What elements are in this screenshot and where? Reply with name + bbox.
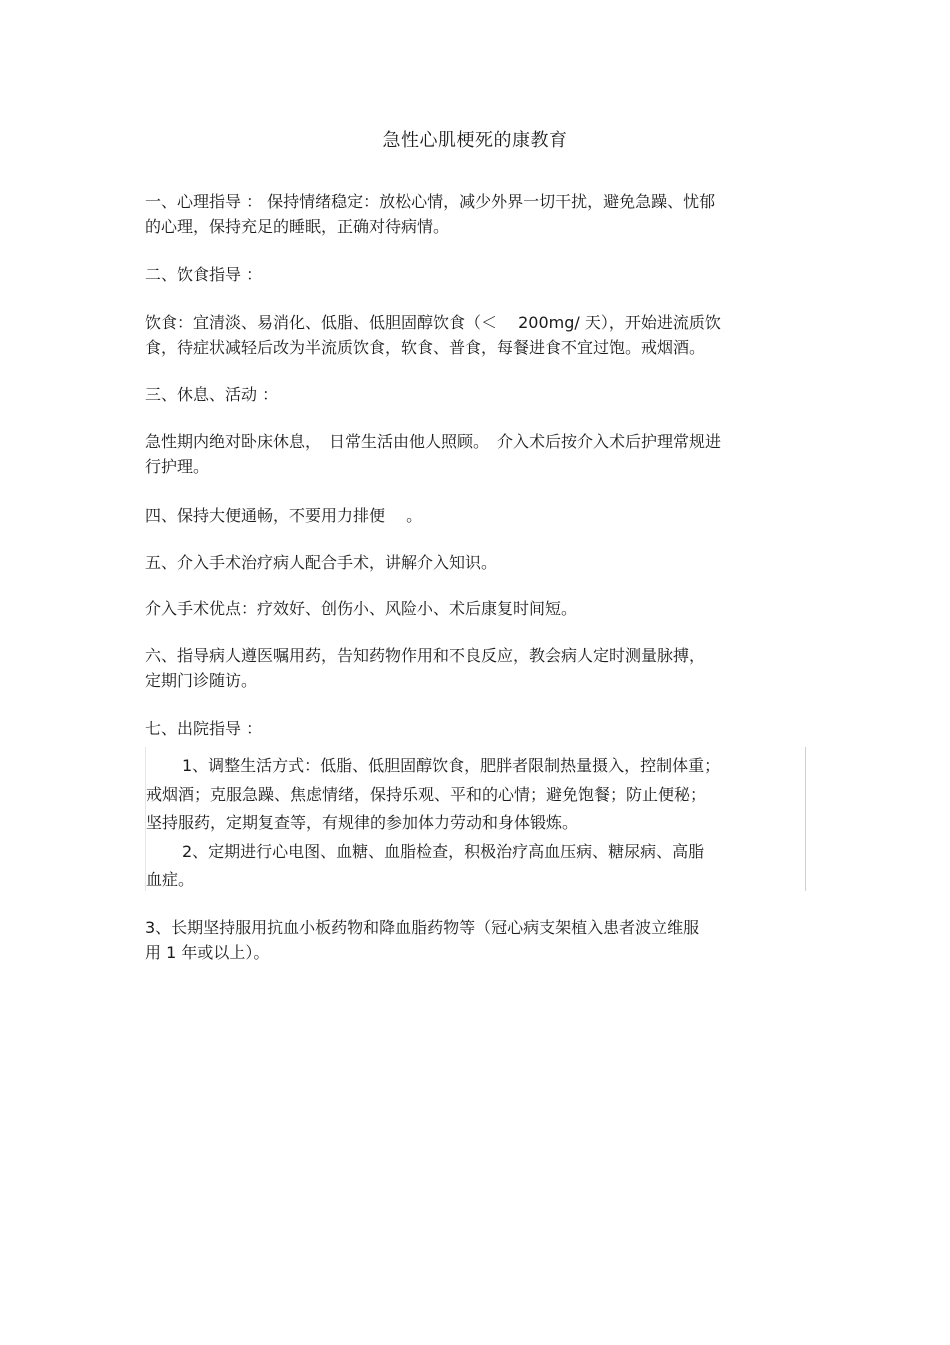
paragraph-line: 的心理，保持充足的睡眠，正确对待病情。	[145, 217, 450, 236]
paragraph-line: 用 1 年或以上）。	[145, 943, 270, 962]
paragraph-line: 行护理。	[145, 457, 210, 476]
paragraph-line: 六、指导病人遵医嘱用药，告知药物作用和不良反应，教会病人定时测量脉搏，	[145, 646, 706, 665]
section-diet-heading: 二、饮食指导 ：	[145, 265, 263, 284]
section-interventional-surgery: 五、介入手术治疗病人配合手术，讲解介入知识。	[145, 553, 498, 572]
discharge-item-1-line: 坚持服药，定期复查等，有规律的参加体力劳动和身体锻炼。	[146, 813, 579, 832]
paragraph-line: 定期门诊随访。	[145, 671, 258, 690]
section-diet-body	[145, 310, 805, 360]
discharge-item-2-line: 2、定期进行心电图、血糖、血脂检查，积极治疗高血压病、糖尿病、高脂	[182, 841, 705, 861]
section-psychological-guidance	[145, 189, 805, 239]
discharge-item-2-line: 血症。	[146, 870, 195, 889]
discharge-item-1-line: 戒烟酒；克服急躁、焦虑情绪，保持乐观、平和的心情；避免饱餐；防止便秘；	[146, 784, 707, 804]
section-surgery-advantages: 介入手术优点：疗效好、创伤小、风险小、术后康复时间短。	[145, 599, 578, 618]
section-discharge-heading: 七、出院指导 ：	[145, 719, 263, 738]
section-rest-heading: 三、休息、活动 ：	[145, 385, 279, 404]
section-medication	[145, 643, 805, 693]
section-bowel: 四、保持大便通畅，不要用力排便 。	[145, 506, 423, 525]
discharge-items	[146, 752, 720, 895]
paragraph-line: 一、心理指导 ： 保持情绪稳定：放松心情，减少外界一切干扰，避免急躁、忧郁	[145, 192, 716, 211]
discharge-items-box	[145, 747, 806, 891]
paragraph-line: 饮食：宜清淡、易消化、低脂、低胆固醇饮食（＜ 200mg/ 天），开始进流质饮	[145, 313, 721, 332]
discharge-item-3	[145, 915, 805, 965]
paragraph-line: 3、长期坚持服用抗血小板药物和降血脂药物等（冠心病支架植入患者波立维服	[145, 918, 700, 937]
paragraph-line: 食，待症状减轻后改为半流质饮食，软食、普食，每餐进食不宜过饱。戒烟酒。	[145, 338, 706, 357]
discharge-item-1-line: 1、调整生活方式：低脂、低胆固醇饮食，肥胖者限制热量摄入，控制体重；	[182, 756, 721, 775]
section-rest-body	[145, 429, 805, 479]
document-title: 急性心肌梗死的康教育	[382, 130, 568, 151]
paragraph-line: 急性期内绝对卧床休息， 日常生活由他人照顾。 介入术后按介入术后护理常规进	[145, 432, 722, 451]
